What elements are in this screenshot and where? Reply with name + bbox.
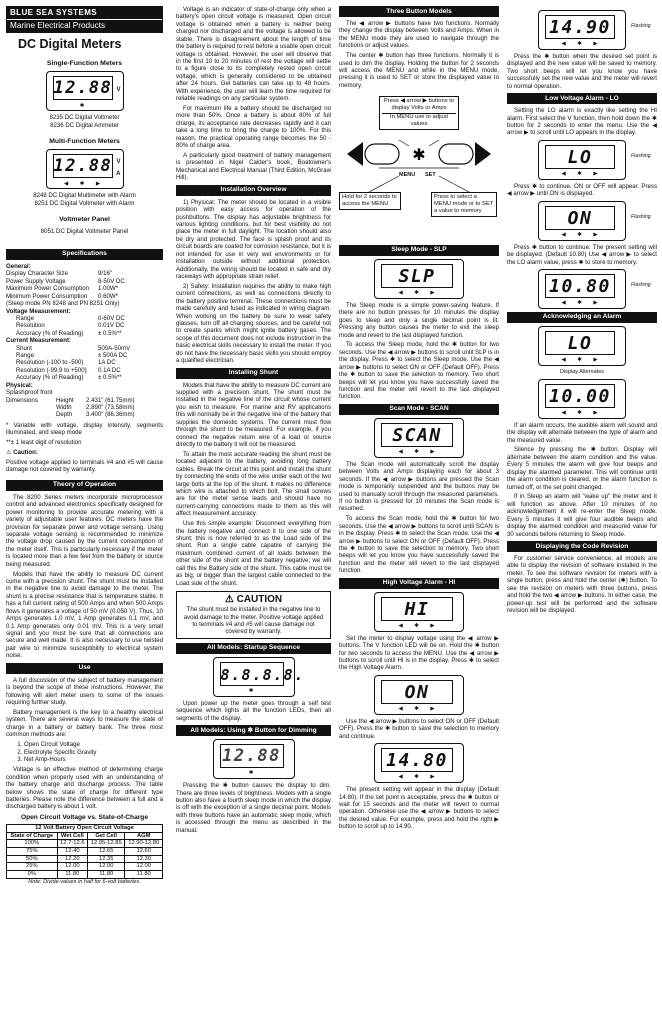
- flashing-label: Flashing: [631, 152, 651, 159]
- hv-p1: Set the meter to display voltage using the ◀ arrow ▶ buttons. The V function LED will be on. Hold the ✱ button for two seconds to access the MENU. Use the ◀ arrow ▶ buttons to scroll until HI is in the display. Press ✱ to select the High Voltage Alarm.: [339, 634, 499, 672]
- startup-display: 8.8.8.8.: [220, 662, 284, 686]
- theory-p2: Models that have the ability to measure DC current come with a precision shunt. The shunt must be installed in the negative line to avoid damage to the meter. The shunt is a precise resistance that is temperature stable. It has a full current rating of 500 Amps and when 500 Amps flows it generates a voltage of 50 mV (0.050 V). Thus, 10 Amps generates 1.0 mV, 1 Amp generates 0.1 mV, and 0.1 Amp generates only 0.01 mV. This is a very small signal and you must be sure that all connections are secure and well made. It is also necessary to use twisted pair wire to minimize susceptibility to electrical system noise.: [6, 570, 163, 660]
- meter-button-icon: ✱: [248, 770, 259, 777]
- dimming-meter-illustration: [213, 739, 295, 779]
- meter-buttons-icon: ◀ ✱ ▶: [398, 623, 440, 630]
- lo-on-meter-illustration: [538, 201, 651, 241]
- flashing-label: Flashing: [631, 281, 651, 288]
- spec-key: Minimum Power Consumption: [6, 292, 88, 300]
- warning-icon: ⚠: [224, 593, 234, 605]
- spec-value: 2.431" (61.75mm): [86, 396, 135, 404]
- use-p1: A full discussion of the subject of battery management is beyond the scope of these instructions. However, the following will alert meter users to some of the issues requiring further study.: [6, 676, 163, 706]
- spec-footnote-2: **± 1 least digit of resolution: [6, 439, 82, 447]
- acknowledge-header: Acknowledging an Alarm: [507, 312, 657, 323]
- spec-value: 0.60W*: [98, 292, 118, 300]
- spec-caution-label: Caution:: [13, 449, 38, 457]
- meter-buttons-icon: ◀ ✱ ▶: [63, 180, 106, 187]
- diagram-arrows-text: Press ◀ arrow ▶ buttons to display Volts or Amps: [383, 97, 455, 111]
- meter-buttons-icon: ◀ ✱ ▶: [398, 290, 440, 297]
- spec-key: Resolution: [16, 322, 45, 330]
- table-cell: 12.30: [125, 855, 163, 863]
- table-header: Wet Cell: [57, 832, 87, 840]
- hv-p3: The present setting will appear in the display (Default 14.80). If the set point is acceptable, press the ✱ button or wait for 15 seconds and the meter will revert to normal operation. Otherwise use the ◀ arrow ▶ buttons to select the desired value. For example, press and hold the right ▶ button to scroll up to 14.90.: [339, 786, 499, 831]
- table-cell: 0%: [7, 870, 58, 878]
- column-3: [339, 6, 499, 833]
- spec-value: 500A-50mV: [98, 344, 131, 352]
- single-function-title: Single-Function Meters: [46, 60, 123, 67]
- specs-list: [6, 263, 163, 419]
- table-cell: 12.00: [125, 863, 163, 871]
- meter-buttons-icon: ◀ ✱ ▶: [561, 409, 603, 416]
- meter-buttons-icon: ◀ ✱ ▶: [561, 41, 603, 48]
- single-model-1: 8235 DC Digital Voltmeter: [49, 114, 120, 122]
- hi-on-meter-illustration: [374, 675, 464, 715]
- multi-function-title: Multi-Function Meters: [49, 138, 120, 146]
- sleep-header: Sleep Mode - SLP: [339, 245, 499, 256]
- sleep-display: SLP: [381, 264, 453, 288]
- lo-p3: Press ✱ button to continue. The present setting will be displayed. (Default 10.80) Use ◀ arrow ▶ to select the LO alarm value, press ✱ to store to memory.: [507, 243, 657, 266]
- table-header: AGM: [125, 832, 163, 840]
- column-4: [507, 6, 657, 617]
- spec-value: ± 0.5%**: [98, 329, 122, 337]
- lo-meter-illustration: [538, 140, 651, 180]
- spec-value: 3.400" (86.36mm): [86, 411, 135, 419]
- single-meter-display: 12.88: [53, 78, 113, 99]
- left-button-outline: [365, 144, 399, 164]
- spec-key: Depth: [56, 411, 73, 419]
- spec-key: Power Supply Voltage: [6, 277, 66, 285]
- spec-section-physical: Physical:: [6, 381, 33, 389]
- ocv-table: [6, 824, 163, 879]
- ack-p2: Silence by pressing the ✱ button. Display will alternate between the alarm condition and the value. Every 5 minutes the alarm will give four beeps and display the alarmed parameter. This will continue until the alarm condition is cleared, or the alarm function is turned off, or the set point changed.: [507, 446, 657, 491]
- table-cell: 12.65: [87, 847, 124, 855]
- lo-value-display: 10.80: [545, 274, 615, 298]
- dimming-text: Pressing the ✱ button causes the display to dim. There are three levels of brightness. Models with a single button also have a fourth sleep mode in which the display is off with the exception of a single decimal point. Models with three buttons have an automatic sleep mode, which is accessed through the menu as described in the manual.: [176, 782, 331, 834]
- multi-model-1: 8248 DC Digital Multimeter with Alarm: [33, 192, 136, 200]
- column-2: [176, 6, 331, 837]
- hi-value-meter-illustration: [374, 743, 464, 783]
- spec-value: 0.1A DC: [98, 366, 121, 374]
- table-row: [7, 863, 163, 871]
- shunt-p1: Models that have the ability to measure DC current are supplied with a precision shunt. The shunt must be installed in the negative line of the circuit whose current you wish to measure. For marine and RV applications this will normally be in the negative line of the battery that supplies the domestic systems. The current must flow through the shunt to be measured. For example, if you connect the negative return wire of a load or source directly to the battery it will not be measured.: [176, 381, 331, 448]
- meter-button-icon: ✱: [248, 688, 259, 695]
- spec-value: 1A DC: [98, 359, 116, 367]
- spec-value: 1.00W*: [98, 285, 118, 293]
- sleep-p1: The Sleep mode is a simple power-saving feature. If there are no button presses for 10 minutes the display goes to sleep and only a single decimal point is lit. Pressing any button causes the meter to exit the sleep mode and revert to the last displayed function.: [339, 301, 499, 339]
- set-value-meter-illustration: [538, 10, 651, 50]
- hi-value-display: 14.80: [381, 748, 453, 772]
- caution-text: The shunt must be installed in the negative line to avoid damage to the meter. Positive voltage applied to terminals #4 and #5 will cause damage not covered by warranty.: [183, 606, 324, 636]
- startup-header: All Models: Startup Sequence: [176, 643, 331, 654]
- multi-meter-display: 12.88: [53, 156, 113, 177]
- right-button-outline: [439, 144, 473, 164]
- diagram-hold-callout: Hold for 2 seconds to access the MENU: [339, 192, 401, 210]
- spec-key: Resolution (-100 to -500): [16, 359, 84, 367]
- table-cell: 25%: [7, 863, 58, 871]
- table-cell: 11.80: [57, 870, 87, 878]
- ocv-note: Note: Divide values in half for 6-volt batteries.: [28, 878, 141, 885]
- scan-display: SCAN: [381, 423, 453, 447]
- button-diagram: [339, 92, 499, 242]
- table-row: [7, 855, 163, 863]
- shunt-p3: Use this simple example: Disconnect everything from the battery negative and connect it to one side of the shunt; this is now referred to as the Load side of the shunt. Run a single cable capable of carrying the maximum combined current of all loads between the other side of the shunt and the battery negative; we will call this the Battery side of the shunt. This cable must be as big, or bigger than the largest cable connected to the Load side of the shunt.: [176, 520, 331, 587]
- installation-safety: 2) Safety: Installation requires the ability to make high current connections, as well as connections directly to the battery positive terminal. These connections must be made carefully and fused as indicated in wiring diagram. When working on the battery be sure to wear safety glasses, turn off all charging sources, and be careful not to create sparks which might ignite battery gases. The scope of this document does not include instruction in the basic electrical skills necessary to install the meter. If you do not have the necessary basic skills you should employ a qualified electrician.: [176, 282, 331, 365]
- scan-header: Scan Mode - SCAN: [339, 404, 499, 415]
- table-cell: 12.7-12.6: [57, 840, 87, 848]
- sleep-meter-illustration: [374, 259, 464, 299]
- spec-value: 9/16": [98, 270, 113, 278]
- spec-key: Accuracy (% of Reading): [16, 329, 84, 337]
- theory-header: Theory of Operation: [6, 480, 163, 491]
- page-title: DC Digital Meters: [18, 36, 122, 51]
- spec-dimensions-label: Dimensions: [6, 396, 38, 404]
- list-item: 2. Electrolyte Specific Gravity: [24, 749, 163, 756]
- table-cell: 11.80: [125, 870, 163, 878]
- startup-text: Upon power up the meter goes through a self test sequence which lights all the function LEDs, then all segments of the display.: [176, 699, 331, 722]
- spec-value: ± 500A DC: [98, 352, 128, 360]
- col2-p3: A particularly good treatment of battery management is presented in Nigel Calder's book, Boatowner's Mechanical and Electrical Manual (Third Edition, McGraw Hill).: [176, 152, 331, 182]
- methods-list: [24, 741, 163, 763]
- table-cell: 12.60: [125, 847, 163, 855]
- three-button-header: Three Button Models: [339, 6, 499, 17]
- shunt-p2: To attain the most accurate reading the shunt must be located adjacent to the battery, avoiding long battery cables. Break the circuit at this point and install the shunt by connecting the ends of the wire under each of the two large bolts at the top of the shunt. It makes no difference which wire is attached to which bolt. The small screws are for the meter sense leads and should have no current-carrying connections made to them as this will affect measurement accuracy.: [176, 450, 331, 518]
- lo-on-display: ON: [545, 206, 615, 230]
- table-cell: 12.40: [57, 847, 87, 855]
- set-value-display: 14.90: [545, 15, 615, 39]
- spec-key: Width: [56, 404, 72, 411]
- lo-value-meter-illustration: [538, 269, 651, 309]
- spec-key: Height: [56, 396, 74, 404]
- spec-key: Maximum Power Consumption: [6, 285, 89, 293]
- table-cell: 11.80: [87, 870, 124, 878]
- diagram-menu-text: In MENU use to adjust values: [382, 113, 456, 128]
- button-diagram-svg: [339, 132, 499, 192]
- meter-buttons-icon: ◀ ✱ ▶: [561, 300, 603, 307]
- panel-title: Voltmeter Panel: [59, 216, 110, 224]
- spec-section-current: Current Measurement:: [6, 337, 72, 345]
- lo-p2: Press ✱ to continue. ON or OFF will appear. Press ◀ arrow ▶ until ON is displayed.: [507, 182, 657, 198]
- spec-key: Range: [16, 352, 34, 360]
- table-cell: 75%: [7, 847, 58, 855]
- single-model-2: 8236 DC Digital Ammeter: [50, 121, 119, 129]
- hi-meter-illustration: [374, 592, 464, 632]
- warning-icon: ⚠: [6, 449, 12, 457]
- meter-buttons-icon: ◀ ✱ ▶: [561, 171, 603, 178]
- table-header: State of Charge: [7, 832, 58, 840]
- spec-value: 0.01V DC: [98, 322, 125, 330]
- dimming-header: All Models: Using ✱ Button for Dimming: [176, 725, 331, 736]
- multi-meter-unit-v: V: [116, 158, 121, 165]
- spec-footnote-1: * Variable with voltage, display intensity, segments illuminated, and sleep mode: [6, 421, 163, 437]
- multi-meter-illustration: [46, 149, 124, 189]
- single-meter-illustration: [46, 71, 124, 111]
- hv-p2: Use the ◀ arrow ▶ buttons to select ON or OFF (Default OFF). Press the ✱ button to save the selection to memory and continue.: [339, 717, 499, 740]
- flashing-label: Flashing: [631, 23, 651, 29]
- ocv-subtitle: 12 Volt Battery Open Circuit Voltage: [7, 824, 163, 832]
- ack-p1: If an alarm occurs, the audible alarm will sound and the display will alternate between the type of alarm and the measured value.: [507, 421, 657, 444]
- meter-buttons-icon: ◀ ✱ ▶: [561, 357, 603, 364]
- table-cell: 12.90-12.80: [125, 840, 163, 848]
- ocv-title: Open Circuit Voltage vs. State-of-Charge: [20, 813, 148, 821]
- spec-value: 8-50V DC: [98, 277, 125, 285]
- installation-header: Installation Overview: [176, 185, 331, 196]
- scan-p2: To access the Scan mode, hold the ✱ button for two seconds. Use the ◀ arrow ▶ buttons to scroll until SCAN is in the display. Press ✱ to select the Scan mode. Use the ◀ arrow ▶ buttons to select ON or OFF (Default OFF). Press the ✱ button to save the selection to memory. Two short beeps will let you know you have successfully saved the function and the meter will revert to the last displayed function.: [339, 515, 499, 575]
- hi-on-display: ON: [381, 680, 453, 704]
- table-row: [7, 870, 163, 878]
- logo-line-2: Marine Electrical Products: [7, 19, 162, 32]
- table-cell: 100%: [7, 840, 58, 848]
- hi-display: HI: [381, 597, 453, 621]
- three-button-p2: The center ✱ button has three functions. Normally it is used to dim the display. Holding the button for 2 seconds will access the MENU and while in the MENU mode, pressing it is used to SET or store the displayed value to memory.: [339, 52, 499, 89]
- scan-p1: The Scan mode will automatically scroll the display between Volts and Amps displaying each for about 3 seconds. If the ◀ arrow ▶ buttons are pressed the Scan mode is temporarily suspended and the buttons may be used to manually scroll through the measured parameters. If no button is pressed for 10 minutes the Scan mode is resumed.: [339, 460, 499, 513]
- panel-model: 8051 DC Digital Voltmeter Panel: [40, 227, 129, 235]
- spec-key: Resolution (-99.9 to +500): [16, 366, 87, 374]
- spec-key: Accuracy (% of Reading): [16, 374, 84, 382]
- code-revision-header: Displaying the Code Revision: [507, 541, 657, 552]
- meter-buttons-icon: ◀ ✱ ▶: [561, 231, 603, 238]
- table-row: [7, 847, 163, 855]
- table-header: Gel Cell: [87, 832, 124, 840]
- scan-meter-illustration: [374, 418, 464, 458]
- list-item: 3. Net Amp-Hours: [24, 756, 163, 763]
- table-cell: 12.00: [87, 863, 124, 871]
- dimming-display: 12.88: [220, 744, 284, 768]
- alarm-lo-meter-illustration: [538, 326, 626, 366]
- right-arrow-icon: [475, 142, 491, 166]
- caution-title: CAUTION: [236, 593, 283, 605]
- use-p3: Voltage is an effective method of determining charge condition when properly used with an understanding of the battery charge and discharge process. The table below shows the state of charge for different type batteries. Please note the difference between a full and a discharged battery is about 1 volt.: [6, 766, 163, 811]
- shunt-caution-box: [176, 591, 331, 639]
- spec-caution-text: Positive voltage applied to terminals #4 and #5 will cause damage not covered by warranty.: [6, 459, 163, 474]
- theory-p1: The 8200 Series meters incorporate microprocessor control and advanced electronics specifically designed for power monitoring to provide accurate metering with a variety of adjustable user features. DC meters have the provision for separate power and voltage sensing. Using separate voltage sensing is recommended to minimize the voltage drop caused by the current consumption of the meter itself. This is particularly necessary if the meter is located more than a few feet from the battery or source being measured.: [6, 493, 163, 568]
- meter-buttons-icon: ◀ ✱ ▶: [398, 706, 440, 713]
- column-1: [6, 6, 163, 885]
- col4-p1: Press the ✱ button when the desired set point is displayed and the new value will be saved to memory. Two short beeps will let you know you have successfully set the new value and the meter will revert to normal operation.: [507, 53, 657, 90]
- sleep-p2: To access the Sleep mode, hold the ✱ button for two seconds. Use the ◀ arrow ▶ buttons to scroll until SLP is in the display. Press ✱ to select the Sleep mode. Use the ◀ arrow ▶ buttons to select ON or OFF (Default OFF). Press the ✱ button to save the selection to memory. Two short beeps will let you know you have successfully saved the function and the meter will revert to the last displayed function.: [339, 341, 499, 401]
- single-meter-unit: V: [116, 87, 121, 94]
- diagram-set-callout: Press to select a MENU mode or to SET a value to memory: [431, 192, 497, 217]
- shunt-header: Installing Shunt: [176, 368, 331, 379]
- diagram-arrows-callout: [379, 96, 459, 130]
- multi-meter-unit-a: A: [116, 171, 121, 178]
- spec-value: 2.890" (73.58mm): [86, 404, 135, 411]
- use-header: Use: [6, 663, 163, 674]
- spec-section-voltage: Voltage Measurement:: [6, 307, 71, 315]
- high-voltage-header: High Voltage Alarm - HI: [339, 578, 499, 589]
- col2-p1: Voltage is an indicator of state-of-charge only when a battery's open circuit voltage is measured. Open circuit voltage is obtained when a battery is neither being charged nor discharged and the voltage is allowed to be stable. There is disagreement about the length of time the battery is required to rest before a usable open circuit voltage is obtained. However, the user will observe that in the first 10 to 20 minutes of rest the voltage will settle to a figure close to its completely rested open circuit voltage, which is generally considered to be obtained after 24 hours. Gel batteries can take up to 48 hours. With experience, the user will learn the time required for reliable readings on any particular system.: [176, 6, 331, 103]
- installation-physical: 1) Physical: The meter should be located in a visible position with easy access for operation of the pushbuttons. The display has adjustable brightness for various lighting conditions, but for best visibility do not place the meter in full daylight. The location should also be dry and protected. The face is splash proof and its circuit boards are coated for corrosion resistance, but it is not intended for use in very wet environments or for installation outside without additional protection. Additionally, the wiring should be located in safe and dry raceways with appropriate strain relief.: [176, 198, 331, 280]
- spec-value: 0-60V DC: [98, 314, 125, 322]
- spec-key: (Sleep mode PN 8248 and PN 8251 Only): [6, 300, 120, 308]
- spec-key: Splashproof front: [6, 389, 53, 397]
- alarm-value-display: 10.00: [545, 384, 615, 408]
- flashing-label: Flashing: [631, 213, 651, 220]
- meter-button-icon: ✱: [79, 102, 90, 109]
- alarm-lo-display: LO: [545, 331, 615, 355]
- spec-key: Display Character Size: [6, 270, 68, 278]
- display-alternates-label: Display Alternates: [559, 368, 605, 375]
- alarm-value-meter-illustration: [538, 379, 626, 419]
- meter-buttons-icon: ◀ ✱ ▶: [398, 774, 440, 781]
- table-cell: 12.95-12.85: [87, 840, 124, 848]
- meter-buttons-icon: ◀ ✱ ▶: [398, 449, 440, 456]
- ack-p3: If in Sleep an alarm will "wake up" the meter and it will function as above. After 10 minutes of no acknowledgement it will re-enter the Sleep mode. Every 5 minutes it will give four audible beeps and display the alarmed condition and measured value for 30 seconds before returning to Sleep mode.: [507, 493, 657, 538]
- brand-logo: [6, 6, 163, 33]
- code-revision-text: For customer service convenience, all models are able to display the revision of software installed in the meter. To see the software revision for meters with a single button, press and hold the center (✱) button. To see the revision on meters with three buttons, press and hold the two ◀ arrow ▶ buttons. In either case, the power-up test will be performed and the software revision will be displayed.: [507, 555, 657, 614]
- spec-key: Range: [16, 314, 34, 322]
- table-cell: 12.35: [87, 855, 124, 863]
- lo-p1: Setting the LO alarm is exactly like setting the HI alarm. First select the V function, then hold down the ✱ button for 2 seconds to enter the menu. Use the ◀ arrow ▶ to scroll until LO appears in the display.: [507, 107, 657, 137]
- left-arrow-icon: [347, 142, 363, 166]
- multi-model-2: 8251 DC Digital Voltmeter with Alarm: [34, 199, 135, 207]
- table-cell: 50%: [7, 855, 58, 863]
- spec-value: ± 0.5%**: [98, 374, 122, 382]
- center-button-icon: ✱: [412, 144, 426, 164]
- startup-meter-illustration: [213, 657, 305, 697]
- menu-label: MENU: [399, 171, 416, 178]
- lo-display: LO: [545, 145, 615, 169]
- low-voltage-header: Low Voltage Alarm - LO: [507, 93, 657, 104]
- table-cell: 12.00: [57, 863, 87, 871]
- spec-section-general: General:: [6, 262, 31, 270]
- logo-line-1: BLUE SEA SYSTEMS: [7, 7, 162, 19]
- specs-header: Specifications: [6, 249, 163, 260]
- use-p2: Battery management is the key to a healthy electrical system. There are several ways to measure the state of charge in a battery or battery bank. The three most common methods are:: [6, 708, 163, 739]
- table-cell: 12.20: [57, 855, 87, 863]
- spec-key: Shunt: [16, 344, 32, 352]
- three-button-p1: The ◀ arrow ▶ buttons have two functions. Normally they change the display between Volts and Amps. When in the MENU mode they are used to navigate through the functions or adjust values.: [339, 20, 499, 50]
- list-item: 1. Open Circuit Voltage: [24, 741, 163, 748]
- set-label: SET: [425, 171, 436, 178]
- col2-p2: For maximum life a battery should be discharged no more than 50%. Once a battery is about 80% of full charge, its acceptance rate decreases rapidly and it can take a long time to bring the charge to 100%. For this reason, the practical operating range becomes the 50 - 80% of charge area.: [176, 104, 331, 150]
- table-row: [7, 840, 163, 848]
